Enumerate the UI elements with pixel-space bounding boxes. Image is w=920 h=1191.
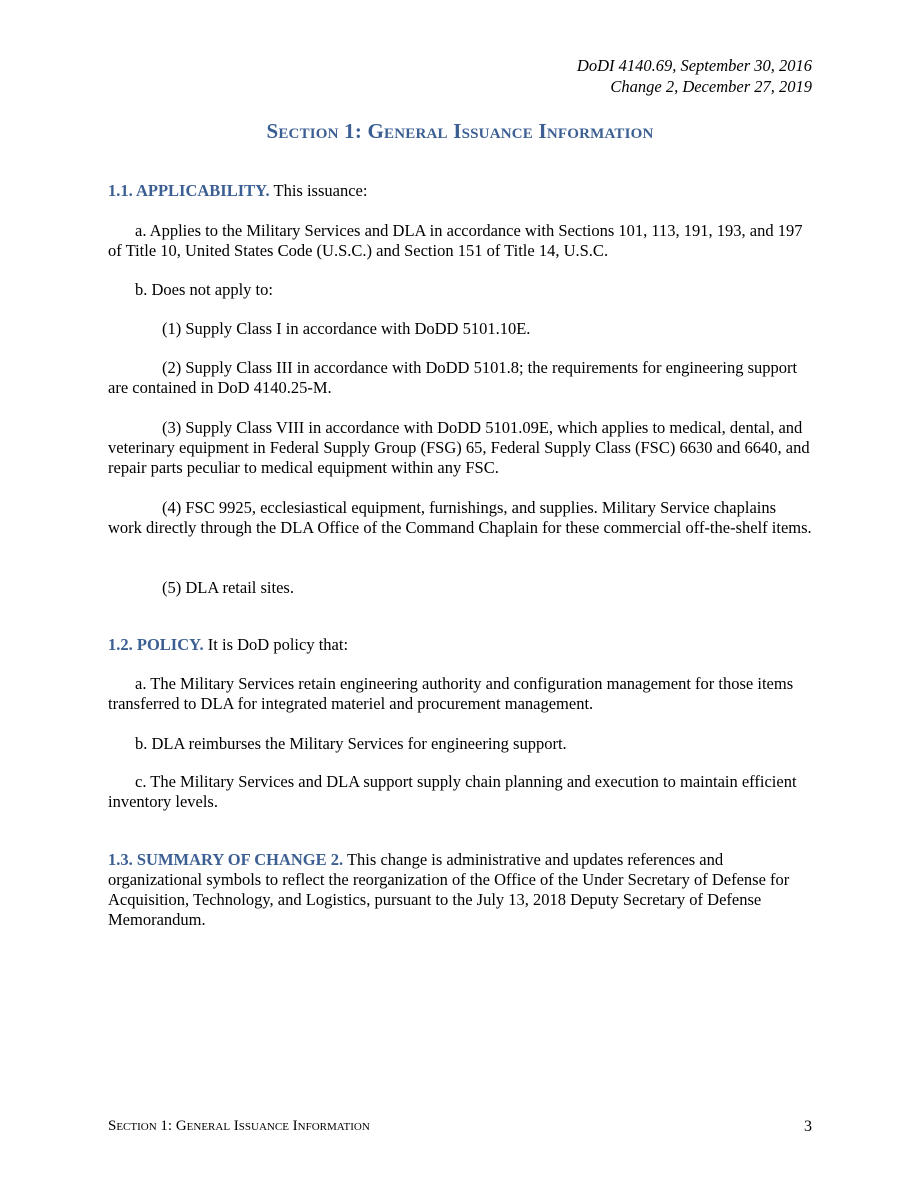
policy-heading: 1.2. POLICY. [108,635,204,654]
applicability-item-b4: (4) FSC 9925, ecclesiastical equipment, furnishings, and supplies. Military Service chaplains work directly through the DLA Office of the Command Chaplain for these commercial off-the-shelf items. [108,498,812,537]
applicability-heading: 1.1. APPLICABILITY. [108,181,270,200]
applicability-item-b3: (3) Supply Class VIII in accordance with DoDD 5101.09E, which applies to medical, dental, and veterinary equipment in Federal Supply Group (FSG) 65, Federal Supply Class (FSC) 6630 and 6640, and repair parts peculiar to medical equipment within any FSC. [108,418,810,477]
header-line-1: DoDI 4140.69, September 30, 2016 [576,56,812,75]
policy-item-c: c. The Military Services and DLA support supply chain planning and execution to maintain efficient inventory levels. [108,772,797,811]
applicability-intro: This issuance: [269,181,368,200]
policy-item-b: b. DLA reimburses the Military Services for engineering support. [135,734,567,753]
applicability-item-a: a. Applies to the Military Services and DLA in accordance with Sections 101, 113, 191, 193, and 197 of Title 10, United States Code (U.S.C.) and Section 151 of Title 14, U.S.C. [108,221,803,260]
document-header [577,55,812,97]
policy-intro: It is DoD policy that: [203,635,349,654]
header-line-2: Change 2, December 27, 2019 [610,77,812,96]
summary-paragraph [108,850,812,930]
applicability-item-b1: (1) Supply Class I in accordance with DoDD 5101.10E. [162,319,531,338]
summary-text: This change is administrative and updates references and organizational symbols to reflect the reorganization of the Office of the Under Secretary of Defense for Acquisition, Technology, and Logistics, pursuant to the July 13, 2018 Deputy Secretary of Defense Memorandum. [108,850,790,929]
applicability-item-b5: (5) DLA retail sites. [162,578,294,597]
applicability-item-b2: (2) Supply Class III in accordance with DoDD 5101.8; the requirements for engineering support are contained in DoD 4140.25-M. [108,358,798,397]
applicability-heading-paragraph [108,181,812,201]
applicability-item-b: b. Does not apply to: [135,280,273,299]
section-title: Section 1: General Issuance Information [266,119,654,143]
policy-item-a: a. The Military Services retain engineering authority and configuration management for those items transferred to DLA for integrated materiel and procurement management. [108,674,794,713]
page-number: 3 [804,1118,812,1135]
summary-heading: 1.3. SUMMARY OF CHANGE 2. [108,850,344,869]
policy-heading-paragraph [108,635,812,655]
footer-section-label: Section 1: General Issuance Information [108,1118,370,1134]
